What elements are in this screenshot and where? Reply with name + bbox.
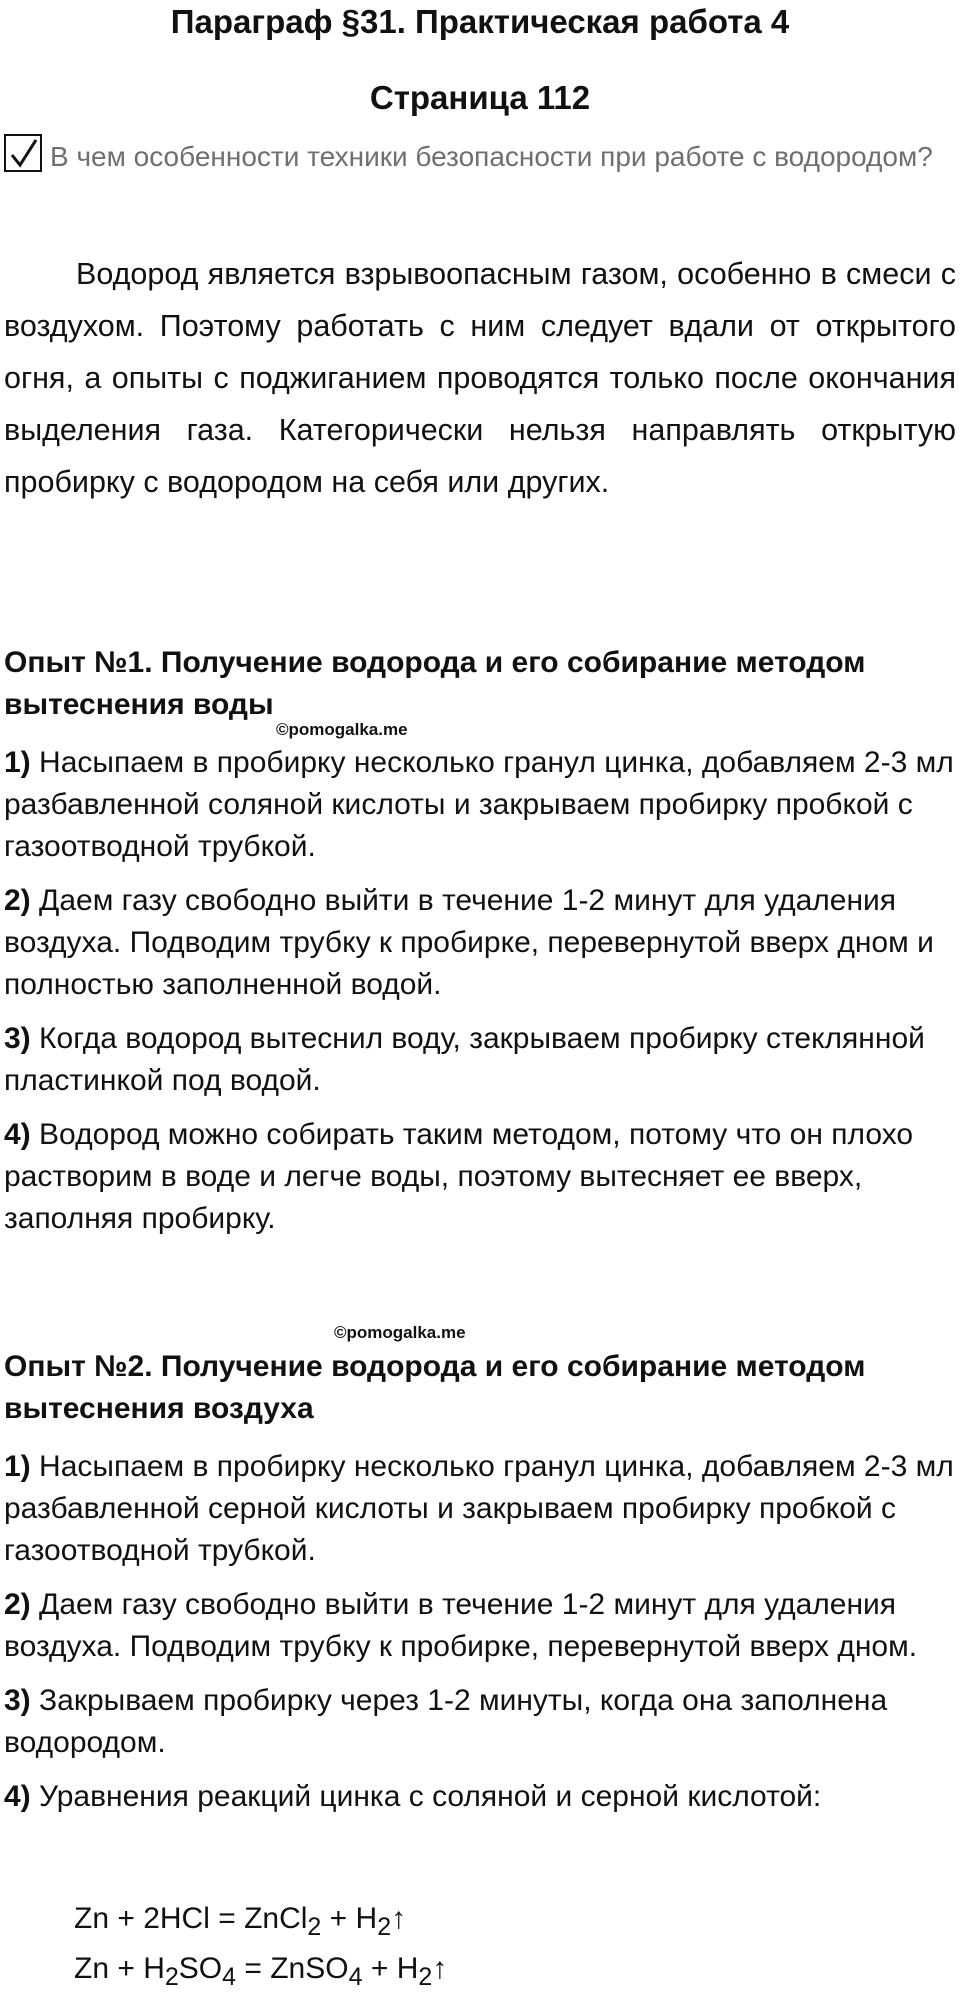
step-text: Даем газу свободно выйти в течение 1-2 минут для удаления воздуха. Подводим трубку к пробирке, перевернутой вверх дном. bbox=[4, 1588, 918, 1663]
equation-zn-h2so4: $Zn + H_2SO_4$ = ZnSO$_4$ + $H_2↑$ bbox=[74, 1952, 448, 1991]
experiment2-steps bbox=[4, 1446, 956, 1830]
page-number-title: Страница 112 bbox=[369, 79, 591, 116]
step-number: 4) bbox=[4, 1780, 31, 1813]
step-text: Закрываем пробирку через 1-2 минуты, когда она заполнена водородом. bbox=[4, 1684, 888, 1759]
equation-zn-hcl: Zn + 2HCl = ZnCl$_2$ + $H_2↑$ bbox=[74, 1902, 407, 1941]
list-item bbox=[4, 1776, 956, 1818]
experiment1-steps bbox=[4, 742, 956, 1252]
step-number: 2) bbox=[4, 1588, 31, 1621]
list-item bbox=[4, 880, 956, 1006]
checkbox-checked-icon bbox=[4, 134, 42, 172]
step-text: Когда водород вытеснил воду, закрываем пробирку стеклянной пластинкой под водой. bbox=[4, 1022, 925, 1097]
step-number: 3) bbox=[4, 1022, 31, 1055]
experiment2-title: Опыт №2. Получение водорода и его собирание методом вытеснения воздуха bbox=[4, 1350, 866, 1425]
step-text: Насыпаем в пробирку несколько гранул цинка, добавляем 2-3 мл разбавленной соляной кислоты и закрываем пробирку пробкой с газоотводной трубкой. bbox=[4, 746, 954, 863]
watermark: ©pomogalka.me bbox=[334, 1323, 466, 1342]
step-number: 3) bbox=[4, 1684, 31, 1717]
list-item bbox=[4, 1446, 956, 1572]
question-block bbox=[4, 134, 944, 178]
list-item bbox=[4, 1018, 956, 1102]
step-number: 1) bbox=[4, 1450, 31, 1483]
step-text: Насыпаем в пробирку несколько гранул цинка, добавляем 2-3 мл разбавленной серной кислоты и закрываем пробирку пробкой с газоотводной трубкой. bbox=[4, 1450, 954, 1567]
question-text: В чем особенности техники безопасности при работе с водородом? bbox=[50, 141, 933, 172]
list-item bbox=[4, 742, 956, 868]
arrow-up-icon: ↑ bbox=[432, 1952, 448, 1985]
watermark: ©pomogalka.me bbox=[276, 720, 408, 739]
step-text: Уравнения реакций цинка с соляной и серной кислотой: bbox=[39, 1780, 822, 1813]
step-number: 4) bbox=[4, 1118, 31, 1151]
answer-paragraph: Водород является взрывоопасным газом, особенно в смеси с воздухом. Поэтому работать с ним следует вдали от открытого огня, а опыты с поджиганием проводятся только после окончания выделения газа. Категорически нельзя направлять открытую пробирку с водородом на себя или других. bbox=[4, 257, 956, 499]
step-text: Водород можно собирать таким методом, потому что он плохо растворим в воде и легче воды, поэтому вытесняет ее вверх, заполняя пробирку. bbox=[4, 1118, 914, 1235]
list-item bbox=[4, 1680, 956, 1764]
experiment1-title: Опыт №1. Получение водорода и его собирание методом вытеснения воды bbox=[4, 646, 866, 721]
list-item bbox=[4, 1584, 956, 1668]
arrow-up-icon: ↑ bbox=[391, 1902, 407, 1935]
step-text: Даем газу свободно выйти в течение 1-2 минут для удаления воздуха. Подводим трубку к пробирке, перевернутой вверх дном и полностью заполненной водой. bbox=[4, 884, 934, 1001]
list-item bbox=[4, 1114, 956, 1240]
step-number: 2) bbox=[4, 884, 31, 917]
page-title: Параграф §31. Практическая работа 4 bbox=[170, 3, 790, 40]
step-number: 1) bbox=[4, 746, 31, 779]
